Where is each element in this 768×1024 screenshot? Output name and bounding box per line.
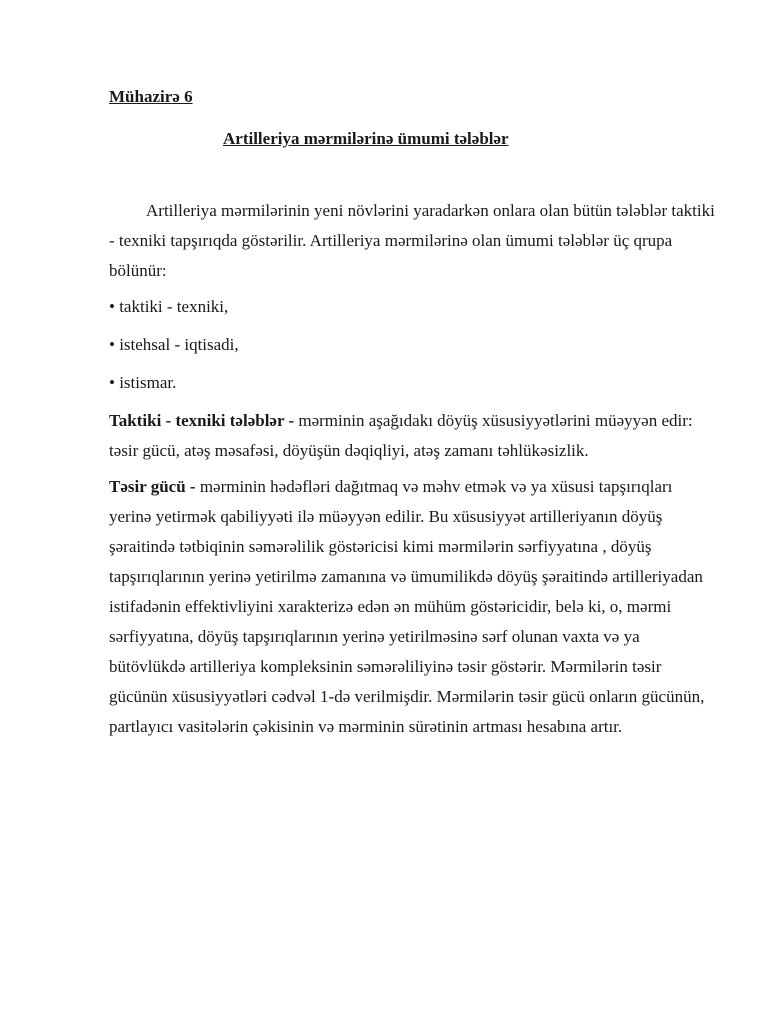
tactical-requirements-text: mərminin aşağıdakı döyüş xüsusiyyətlərini müəyyən edir: təsir gücü, atəş məsafəsi, döyüşün dəqiqliyi, atəş zamanı təhlükəsizlik.	[109, 411, 693, 460]
impact-power-text: mərminin hədəfləri dağıtmaq və məhv etmək və ya xüsusi tapşırıqları yerinə yetirmək qabiliyyəti ilə müəyyən edilir. Bu xüsusiyyət artilleriyanın döyüş şəraitində tətbiqinin səmərəlilik göstəricisi kimi mərmilərin sərfiyyatına , döyüş tapşırıqlarının yerinə yetirilmə zamanına və ümumilikdə döyüş şəraitində artilleriyadan istifadənin effektivliyini xarakterizə edən ən mühüm göstəricidir, belə ki, o, mərmi sərfiyyatına, döyüş tapşırıqlarının yerinə yetirilməsinə sərf olunan vaxta və ya bütövlükdə artilleriya kompleksinin səmərəliliyinə təsir göstərir. Mərmilərin təsir gücünün xüsusiyyətləri cədvəl 1-də verilmişdir. Mərmilərin təsir gücü onların gücünün, partlayıcı vasitələrin çəkisinin və mərminin sürətinin artması hesabına artır.	[109, 477, 705, 736]
list-item: • istehsal - iqtisadi,	[109, 330, 719, 360]
impact-power-term: Təsir gücü -	[109, 477, 196, 496]
requirement-groups-list	[109, 292, 719, 398]
list-item: • taktiki - texniki,	[109, 292, 719, 322]
document-body	[109, 196, 719, 742]
document-title: Artilleriya mərmilərinə ümumi tələblər	[223, 129, 509, 148]
list-item: • istismar.	[109, 368, 719, 398]
lecture-label: Mühazirə 6	[109, 87, 193, 106]
impact-power-paragraph	[109, 472, 719, 742]
tactical-requirements-paragraph	[109, 406, 719, 466]
intro-paragraph: Artilleriya mərmilərinin yeni növlərini yaradarkən onlara olan bütün tələblər taktiki - texniki tapşırıqda göstərilir. Artilleriya mərmilərinə olan ümumi tələblər üç qrupa bölünür:	[109, 201, 715, 280]
tactical-requirements-term: Taktiki - texniki tələblər -	[109, 411, 295, 430]
